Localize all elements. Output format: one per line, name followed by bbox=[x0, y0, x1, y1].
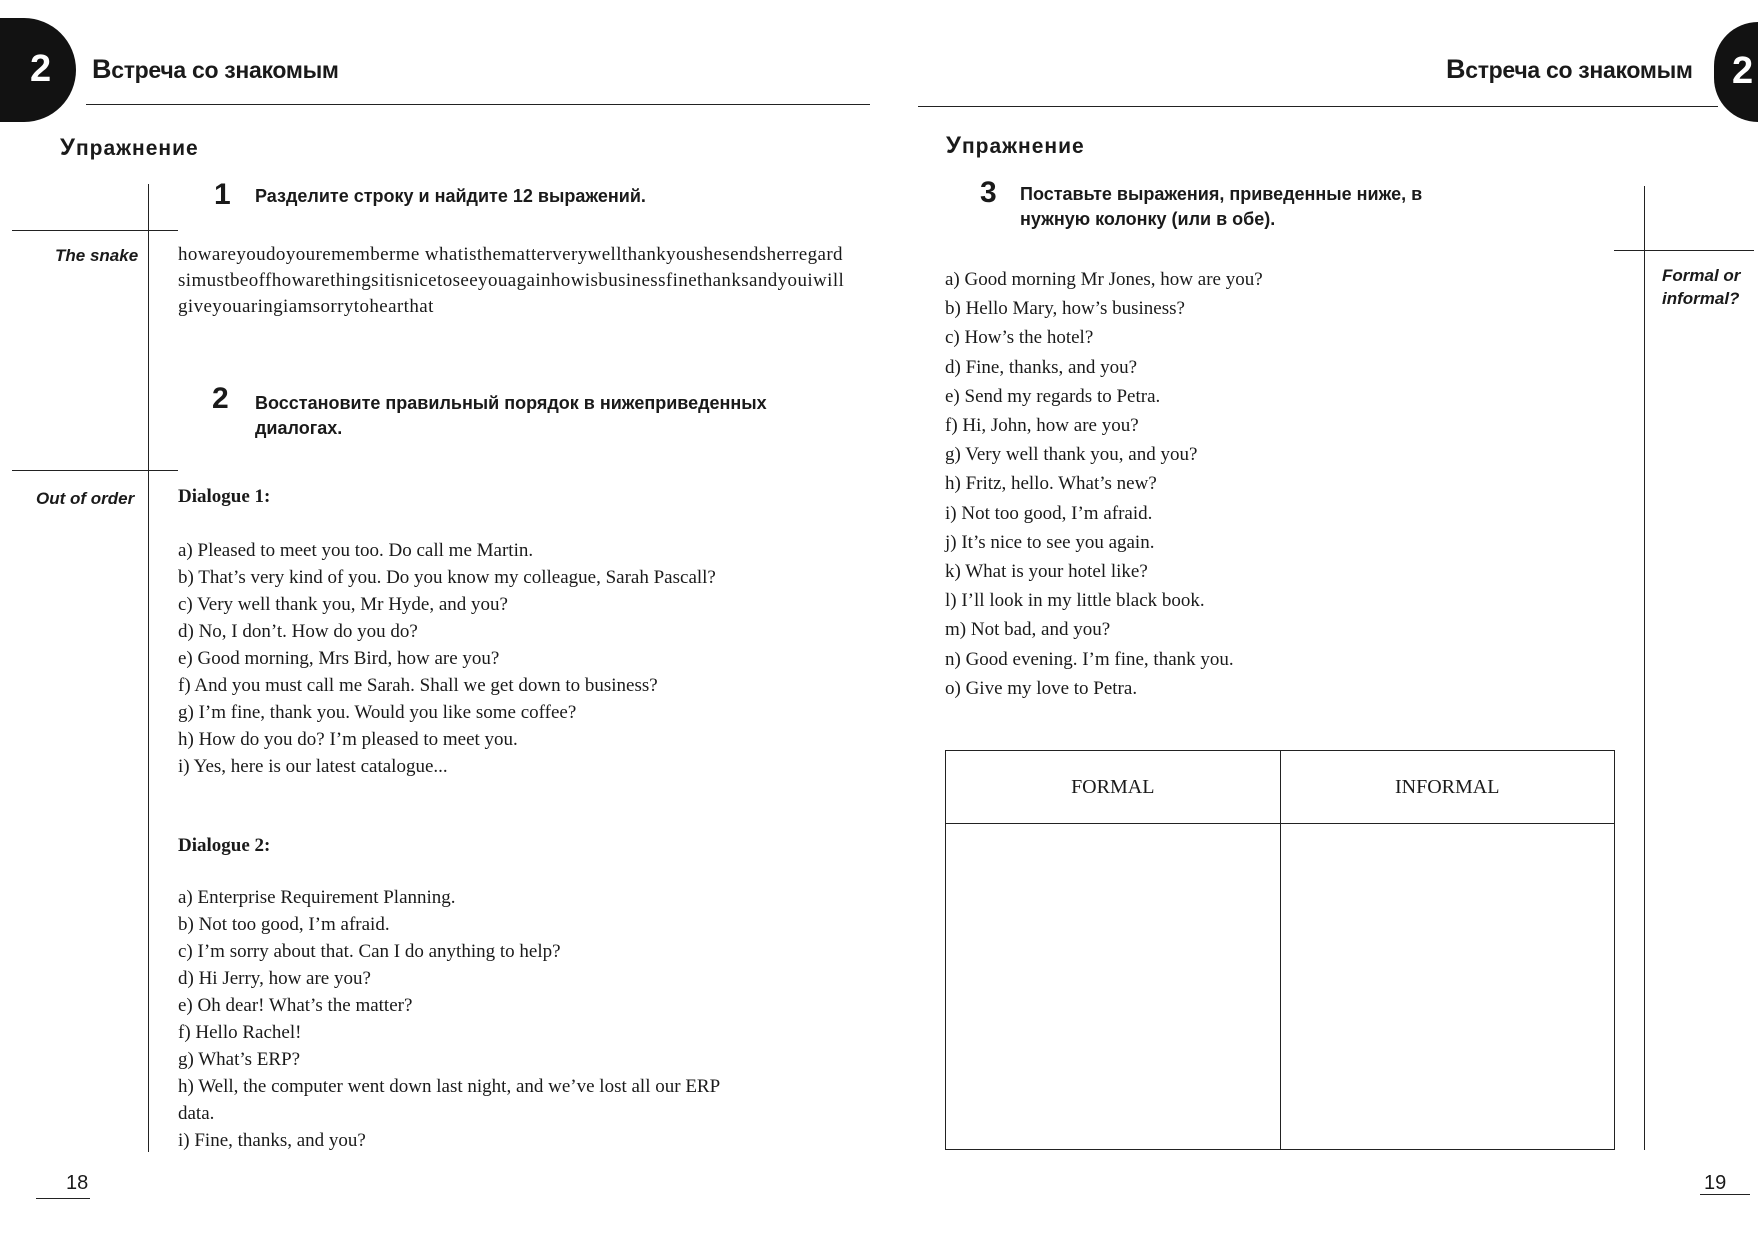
formal-informal-table bbox=[945, 750, 1615, 1150]
list-item: a) Pleased to meet you too. Do call me Martin. bbox=[178, 540, 534, 561]
dialogue-1-list bbox=[178, 537, 858, 780]
list-item: f) Hello Rachel! bbox=[178, 1022, 302, 1043]
chapter-tab-right bbox=[1714, 22, 1758, 122]
expressions-list bbox=[945, 265, 1585, 703]
list-item: j) It’s nice to see you again. bbox=[945, 531, 1155, 553]
margin-label-out-of-order: Out of order bbox=[36, 489, 135, 508]
dialogue-2-title: Dialogue 2: bbox=[178, 835, 271, 856]
list-item: h) Fritz, hello. What’s new? bbox=[945, 473, 1157, 495]
exercise-3-instruction: Поставьте выражения, приведенные ниже, в нужную колонку (или в обе). bbox=[1020, 184, 1423, 229]
list-item: f) And you must call me Sarah. Shall we get down to business? bbox=[178, 675, 658, 696]
dialogue-2-list bbox=[178, 884, 748, 1154]
exercise-2-number: 2 bbox=[212, 382, 229, 415]
margin-divider-left bbox=[148, 184, 149, 1152]
margin-label-snake: The snake bbox=[55, 246, 139, 265]
list-item: n) Good evening. I’m fine, thank you. bbox=[945, 648, 1234, 670]
list-item: d) Fine, thanks, and you? bbox=[945, 356, 1138, 378]
table-header-row bbox=[946, 751, 1615, 824]
list-item: e) Send my regards to Petra. bbox=[945, 385, 1161, 407]
margin-divider-right bbox=[1644, 186, 1645, 1150]
chapter-number-right: 2 bbox=[1732, 50, 1754, 92]
page-number-rule-right bbox=[1700, 1194, 1750, 1195]
exercise-3-number: 3 bbox=[980, 176, 997, 209]
exercise-1-number: 1 bbox=[214, 178, 231, 211]
snake-text: howareyoudoyourememberme whatisthematterverywellthankyoushesendsherregardsimustbeoffhowarethingsitisnicetoseeyouagainhowisbusinessfinethanksandyouiwillgiveyouaringiamsorrytohearthat bbox=[178, 244, 845, 317]
list-item: g) Very well thank you, and you? bbox=[945, 444, 1198, 466]
list-item: a) Enterprise Requirement Planning. bbox=[178, 887, 456, 908]
margin-rule-out-of-order bbox=[12, 470, 178, 471]
list-item: o) Give my love to Petra. bbox=[945, 677, 1138, 699]
page-number-right: 19 bbox=[1704, 1172, 1727, 1194]
list-item: g) What’s ERP? bbox=[178, 1049, 301, 1070]
section-title-left: Упражнение bbox=[60, 134, 199, 161]
list-item: b) Not too good, I’m afraid. bbox=[178, 914, 390, 935]
list-item: h) How do you do? I’m pleased to meet you. bbox=[178, 729, 518, 750]
running-head-right: Встреча со знакомым bbox=[1446, 54, 1693, 84]
section-title-right: Упражнение bbox=[946, 132, 1085, 159]
header-rule-left bbox=[86, 104, 870, 105]
running-head-left: Встреча со знакомым bbox=[92, 54, 339, 84]
column-header-formal: FORMAL bbox=[946, 751, 1281, 824]
list-item: l) I’ll look in my little black book. bbox=[945, 590, 1205, 612]
margin-rule-formal bbox=[1614, 250, 1754, 251]
list-item: i) Not too good, I’m afraid. bbox=[945, 502, 1153, 524]
list-item: f) Hi, John, how are you? bbox=[945, 415, 1139, 437]
formal-answer-cell[interactable] bbox=[946, 824, 1281, 1150]
exercise-1-instruction: Разделите строку и найдите 12 выражений. bbox=[255, 186, 646, 206]
chapter-tab-left bbox=[0, 18, 76, 122]
table-row bbox=[946, 824, 1615, 1150]
list-item: m) Not bad, and you? bbox=[945, 619, 1111, 641]
header-rule-right bbox=[918, 106, 1718, 107]
exercise-2-instruction: Восстановите правильный порядок в нижеприведенных диалогах. bbox=[255, 393, 767, 438]
dialogue-1-title: Dialogue 1: bbox=[178, 486, 271, 507]
list-item: k) What is your hotel like? bbox=[945, 561, 1148, 583]
list-item: i) Yes, here is our latest catalogue... bbox=[178, 756, 448, 777]
list-item: d) No, I don’t. How do you do? bbox=[178, 621, 418, 642]
list-item: h) Well, the computer went down last night, and we’ve lost all our ERP data. bbox=[178, 1076, 720, 1124]
page-number-rule-left bbox=[36, 1198, 90, 1199]
list-item: g) I’m fine, thank you. Would you like some coffee? bbox=[178, 702, 577, 723]
list-item: e) Good morning, Mrs Bird, how are you? bbox=[178, 648, 500, 669]
list-item: c) Very well thank you, Mr Hyde, and you? bbox=[178, 594, 508, 615]
list-item: a) Good morning Mr Jones, how are you? bbox=[945, 269, 1263, 290]
margin-rule-snake bbox=[12, 230, 178, 231]
list-item: e) Oh dear! What’s the matter? bbox=[178, 995, 413, 1016]
list-item: b) That’s very kind of you. Do you know my colleague, Sarah Pascall? bbox=[178, 567, 716, 588]
column-header-informal: INFORMAL bbox=[1280, 751, 1615, 824]
page-number-left: 18 bbox=[66, 1172, 89, 1194]
margin-label-formal-informal: Formal or informal? bbox=[1662, 266, 1741, 308]
list-item: b) Hello Mary, how’s business? bbox=[945, 298, 1185, 320]
list-item: i) Fine, thanks, and you? bbox=[178, 1130, 366, 1151]
list-item: c) How’s the hotel? bbox=[945, 327, 1094, 349]
chapter-number-left: 2 bbox=[30, 48, 52, 90]
list-item: c) I’m sorry about that. Can I do anything to help? bbox=[178, 941, 561, 962]
informal-answer-cell[interactable] bbox=[1280, 824, 1615, 1150]
list-item: d) Hi Jerry, how are you? bbox=[178, 968, 371, 989]
